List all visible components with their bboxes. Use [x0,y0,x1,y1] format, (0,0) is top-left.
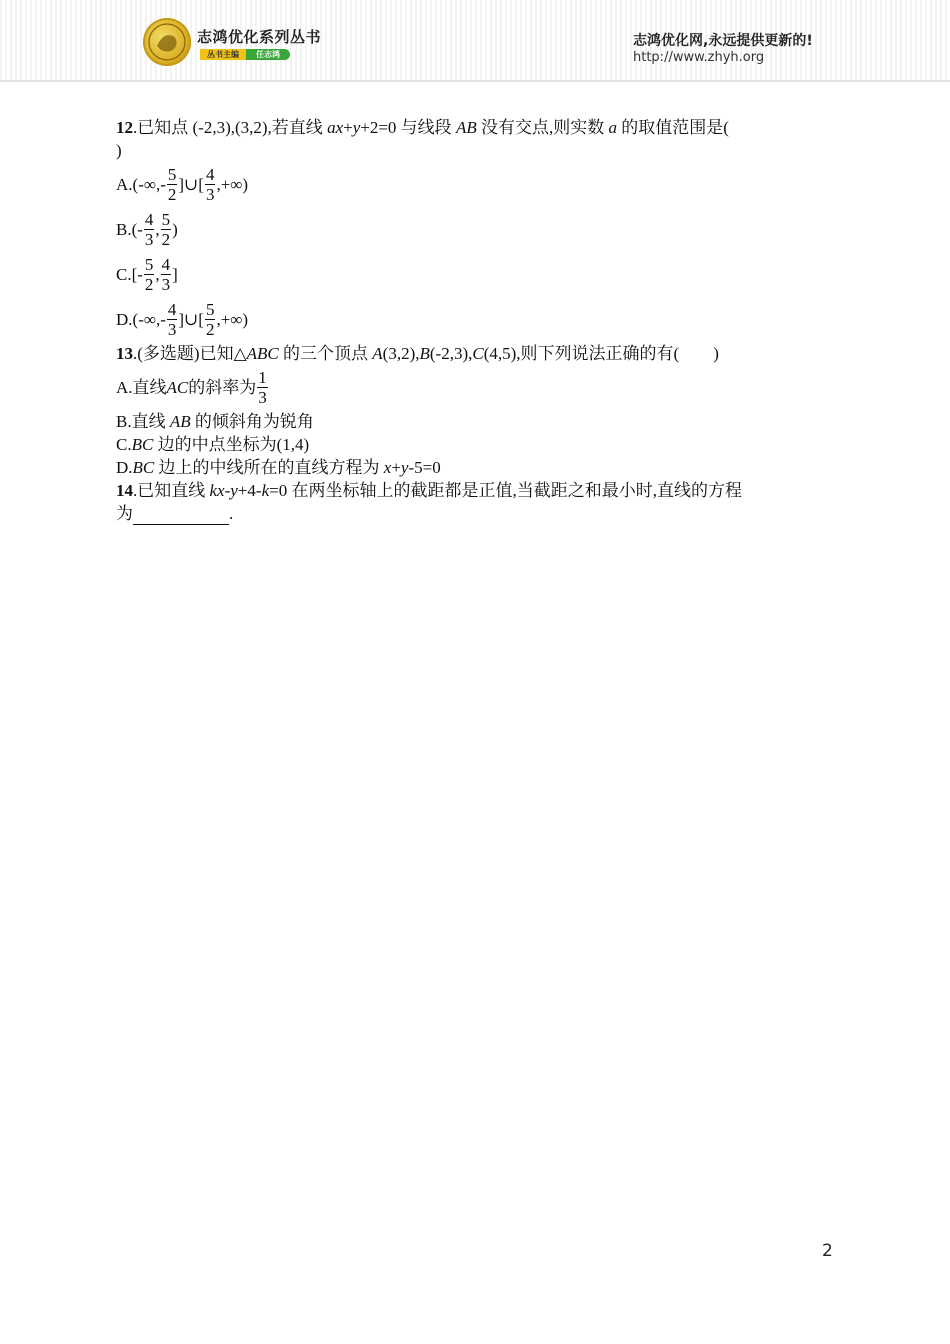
q13-option-b [116,410,836,433]
q12-text: +2=0 与线段 [360,118,456,137]
header-url: http://www.zhyh.org [633,50,765,65]
q13-stem [116,342,836,365]
fraction [167,300,178,339]
editor-label: 丛书主编 [200,49,246,60]
option-text: ]∪[ [178,310,204,329]
option-text: A.直线 [116,378,167,397]
q12-stem-close: ) [116,141,122,160]
option-text: D.(-∞,- [116,310,166,329]
denominator: 2 [205,320,215,339]
header-slogan: 志鸿优化网,永远提供更新的! [633,33,813,49]
option-text: + [391,458,401,477]
fraction [167,165,178,204]
option-text: , [155,220,160,239]
editor-name: 任志鸿 [246,49,290,60]
option-text: C. [116,435,132,454]
zhihong-logo-icon [143,18,191,66]
option-text: C.[- [116,265,143,284]
q13-point-a: A [372,344,383,363]
q14-text: . [229,504,234,523]
numerator: 4 [205,165,215,184]
option-text: ]∪[ [178,175,204,194]
q12-option-c [116,252,836,297]
q13-point-b: B [419,344,430,363]
series-title: 志鸿优化系列丛书 [197,28,322,46]
q12-text: (3,2),若直线 [234,118,328,137]
denominator: 2 [161,230,171,249]
numerator: 5 [205,300,215,319]
q13-point-c: C [472,344,484,363]
fraction [161,210,172,249]
option-text: 的倾斜角为锐角 [190,412,314,431]
page-number: 2 [822,1241,833,1261]
q13-text: .(多选题)已知△ [133,344,247,363]
option-var: AB [169,412,191,431]
denominator: 3 [144,230,154,249]
q14-text: 为 [116,504,133,523]
option-text: B.(- [116,220,143,239]
q13-text: (4,5),则下列说法正确的有( [483,344,680,363]
q13-number: 13 [116,344,133,363]
q12-text: 的取值范围是( [616,118,729,137]
q12-text: 没有交点,则实数 [476,118,609,137]
question-content [116,116,836,525]
option-text: 边上的中线所在的直线方程为 [154,458,384,477]
q12-text: + [343,118,353,137]
q13-text: 的三个顶点 [278,344,373,363]
denominator: 3 [167,320,177,339]
fraction [144,210,155,249]
option-var: BC [132,458,155,477]
numerator: 5 [161,210,171,229]
option-text: B.直线 [116,412,170,431]
denominator: 3 [258,388,267,407]
header-divider [0,80,950,82]
option-text: , [155,265,160,284]
q14-text: =0 在两坐标轴上的截距都是正值,当截距之和最小时,直线的方程 [269,481,742,500]
q13-text: (3,2), [382,344,420,363]
numerator: 4 [161,255,171,274]
denominator: 3 [205,185,215,204]
numerator: 4 [167,300,177,319]
q13-option-a [116,365,836,410]
option-text: D. [116,458,133,477]
option-var: BC [131,435,154,454]
q12-var: ax [327,118,344,137]
q12-number: 12 [116,118,133,137]
numerator: 1 [258,368,267,387]
q13-text: (-2,3), [429,344,473,363]
q14-var: y [230,481,238,500]
q13-option-d [116,456,836,479]
numerator: 5 [167,165,177,184]
q14-text: +4- [237,481,262,500]
option-var: x [383,458,392,477]
option-var: AC [166,378,189,397]
q12-var: a [608,118,617,137]
denominator: 2 [167,185,177,204]
q14-number: 14 [116,481,133,500]
q12-text: (-2,3), [192,118,235,137]
option-text: A.(-∞,- [116,175,166,194]
q12-stem [116,116,836,139]
q12-segment: AB [455,118,477,137]
option-text: ) [172,220,178,239]
q14-stem [116,479,836,502]
q14-stem-cont [116,502,836,525]
denominator: 2 [144,275,154,294]
numerator: 5 [144,255,154,274]
option-text: ,+∞) [216,310,249,329]
fraction [205,300,216,339]
q12-option-b [116,207,836,252]
q12-option-d [116,297,836,342]
q13-text: ) [713,344,719,363]
q14-text: .已知直线 [133,481,210,500]
q12-text: .已知点 [133,118,193,137]
fraction [161,255,172,294]
option-text: 边的中点坐标为(1,4) [153,435,310,454]
option-var: y [400,458,409,477]
q12-option-a [116,162,836,207]
q14-var: kx [209,481,225,500]
answer-blank[interactable] [133,507,229,525]
denominator: 3 [161,275,171,294]
numerator: 4 [144,210,154,229]
q13-option-c [116,433,836,456]
q12-var: y [352,118,361,137]
option-text: 的斜率为 [188,378,257,397]
option-text: ,+∞) [216,175,249,194]
option-text: -5=0 [408,458,441,477]
q14-text: - [224,481,231,500]
fraction [257,368,268,407]
fraction [205,165,216,204]
q13-triangle: ABC [246,344,279,363]
fraction [144,255,155,294]
q14-var: k [261,481,270,500]
option-text: ] [172,265,178,284]
